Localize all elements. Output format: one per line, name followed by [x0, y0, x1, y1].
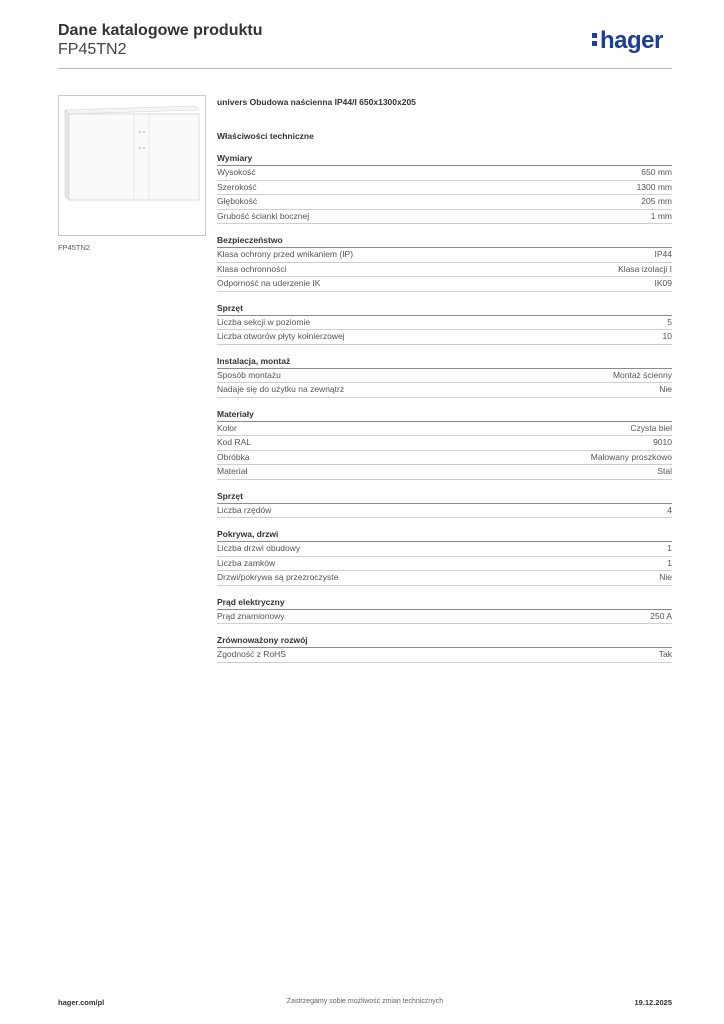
logo-text: hager	[600, 27, 663, 54]
property-label: Odporność na uderzenie IK	[217, 278, 321, 288]
section-heading: Pokrywa, drzwi	[217, 528, 672, 542]
properties-title: Właściwości techniczne	[217, 131, 314, 141]
property-value: 1	[667, 543, 672, 553]
section-heading: Instalacja, montaż	[217, 355, 672, 369]
property-row	[217, 465, 672, 480]
property-value: Stal	[657, 466, 672, 476]
section-heading: Sprzęt	[217, 490, 672, 504]
property-value: 650 mm	[641, 167, 672, 177]
property-section	[217, 490, 672, 519]
property-label: Szerokość	[217, 181, 257, 192]
property-label: Obróbka	[217, 451, 250, 462]
property-row	[217, 369, 672, 384]
property-label: Liczba zamków	[217, 557, 276, 568]
property-row	[217, 277, 672, 292]
property-section	[217, 355, 672, 398]
property-label: Prąd znamionowy	[217, 610, 285, 621]
property-label: Liczba otworów płyty kołnierzowej	[217, 331, 345, 341]
property-row	[217, 181, 672, 196]
property-label: Drzwi/pokrywa są przezroczyste	[217, 572, 339, 582]
property-value: Tak	[658, 649, 672, 659]
property-value: Czysta biel	[630, 422, 672, 433]
product-code: FP45TN2	[58, 41, 127, 58]
property-label: Liczba drzwi obudowy	[217, 543, 301, 553]
property-value: IP44	[654, 249, 672, 259]
property-section	[217, 634, 672, 663]
product-image-caption: FP45TN2	[58, 243, 91, 252]
section-heading: Zrównoważony rozwój	[217, 634, 672, 648]
property-value: Malowany proszkowo	[590, 451, 672, 462]
property-value: 9010	[653, 437, 672, 447]
document-header	[58, 22, 262, 59]
product-name: univers Obudowa naścienna IP44/I 650x1300x205	[217, 97, 416, 107]
property-label: Wysokość	[217, 167, 256, 177]
header-divider	[58, 68, 672, 69]
property-value: Montaż ścienny	[612, 369, 672, 380]
product-image	[58, 95, 206, 236]
property-label: Zgodność z RoHS	[217, 649, 286, 659]
property-label: Kolor	[217, 422, 237, 433]
property-section	[217, 234, 672, 292]
property-label: Materiał	[217, 466, 248, 476]
property-row	[217, 504, 672, 519]
footer-disclaimer: Zastrzegamy sobie możliwość zmian technicznych	[286, 998, 444, 1005]
property-value: 1	[667, 557, 672, 568]
property-value: Nie	[659, 572, 672, 582]
property-value: 250 A	[650, 610, 672, 621]
property-label: Głębokość	[217, 196, 258, 206]
property-row	[217, 542, 672, 557]
property-row	[217, 263, 672, 278]
enclosure-icon	[59, 96, 205, 235]
property-section	[217, 408, 672, 480]
property-section	[217, 152, 672, 224]
section-heading: Wymiary	[217, 152, 672, 166]
section-heading: Sprzęt	[217, 302, 672, 316]
property-value: 1 mm	[650, 210, 672, 221]
property-row	[217, 648, 672, 663]
property-row	[217, 422, 672, 437]
section-heading: Materiały	[217, 408, 672, 422]
property-label: Kod RAL	[217, 437, 252, 447]
property-row	[217, 248, 672, 263]
footer-date: 19.12.2025	[634, 998, 672, 1007]
section-heading: Bezpieczeństwo	[217, 234, 672, 248]
property-value: 5	[667, 316, 672, 327]
property-row	[217, 557, 672, 572]
property-value: Nie	[659, 384, 672, 394]
property-value: 1300 mm	[636, 181, 672, 192]
property-row	[217, 451, 672, 466]
logo-dots-icon	[592, 27, 597, 49]
property-value: 10	[662, 331, 672, 341]
document-title: Dane katalogowe produktu	[58, 22, 263, 39]
property-value: 205 mm	[641, 196, 672, 206]
property-row	[217, 210, 672, 225]
property-value: Klasa izolacji I	[618, 263, 672, 274]
property-row	[217, 610, 672, 625]
property-label: Liczba sekcji w poziomie	[217, 316, 311, 327]
property-row	[217, 195, 672, 210]
section-heading: Prąd elektryczny	[217, 596, 672, 610]
property-section	[217, 528, 672, 586]
product-details	[217, 96, 672, 673]
property-label: Klasa ochrony przed wnikaniem (IP)	[217, 249, 354, 259]
property-label: Sposób montażu	[217, 369, 281, 380]
property-row	[217, 330, 672, 345]
properties-list	[217, 152, 672, 663]
property-row	[217, 436, 672, 451]
property-row	[217, 571, 672, 586]
property-label: Nadaje się do użytku na zewnątrz	[217, 384, 345, 394]
property-label: Klasa ochronności	[217, 263, 287, 274]
property-row	[217, 383, 672, 398]
property-row	[217, 166, 672, 181]
property-section	[217, 302, 672, 345]
property-label: Liczba rzędów	[217, 504, 272, 515]
property-value: IK09	[654, 278, 672, 288]
property-row	[217, 316, 672, 331]
property-section	[217, 596, 672, 625]
property-value: 4	[667, 504, 672, 515]
property-label: Grubość ścianki bocznej	[217, 210, 310, 221]
hager-logo	[592, 27, 663, 55]
footer-website: hager.com/pl	[58, 998, 105, 1007]
